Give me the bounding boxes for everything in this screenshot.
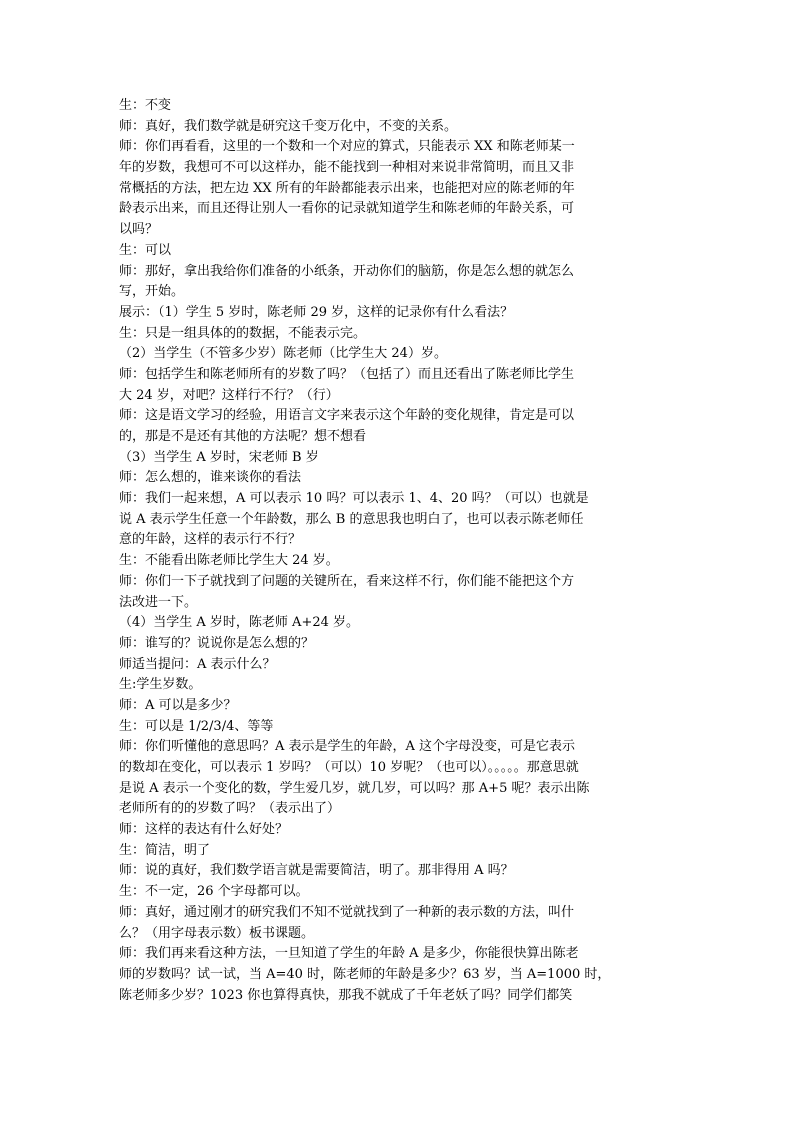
text-line: 生：可以 xyxy=(119,242,172,258)
text-line: 常概括的方法，把左边 XX 所有的年龄都能表示出来，也能把对应的陈老师的年 xyxy=(119,180,575,196)
text-line: 的数却在变化，可以表示 1 岁吗？（可以）10 岁呢？（也可以）。。。。。那意思就 xyxy=(119,760,579,775)
text-line: 的，那是不是还有其他的方法呢？想不想看 xyxy=(119,429,367,444)
text-line: 生:学生岁数。 xyxy=(119,677,202,693)
document-page xyxy=(119,96,681,1006)
text-line: 生：可以是 1/2/3/4、等等 xyxy=(119,718,274,734)
text-line: 师：这样的表达有什么好处？ xyxy=(119,822,289,838)
text-line: 大 24 岁，对吧？这样行不行？（行） xyxy=(119,387,339,403)
text-line: 师：你们听懂他的意思吗？A 表示是学生的年龄，A 这个字母没变，可是它表示 xyxy=(119,739,576,755)
text-line: 师：那好，拿出我给你们准备的小纸条，开动你们的脑筋，你是怎么想的就怎么 xyxy=(119,263,575,279)
text-line: 说 A 表示学生任意一个年龄数，那么 B 的意思我也明白了，也可以表示陈老师任 xyxy=(119,511,584,527)
text-line: 师：包括学生和陈老师所有的岁数了吗？（包括了）而且还看出了陈老师比学生 xyxy=(119,366,575,382)
text-line: （4）当学生 A 岁时，陈老师 A+24 岁。 xyxy=(119,615,360,631)
text-line: 师：我们再来看这种方法，一旦知道了学生的年龄 A 是多少，你能很快算出陈老 xyxy=(119,946,579,962)
text-line: 老师所有的的岁数了吗？（表示出了） xyxy=(119,801,341,817)
text-line: 展示：（1）学生 5 岁时，陈老师 29 岁，这样的记录你有什么看法？ xyxy=(119,304,514,320)
text-line: 师：真好，通过刚才的研究我们不知不觉就找到了一种新的表示数的方法，叫什 xyxy=(119,904,575,920)
text-line: 意的年龄，这样的表示行不行？ xyxy=(119,532,302,548)
text-line: 以吗？ xyxy=(119,222,159,238)
text-line: 师：A 可以是多少？ xyxy=(119,697,237,713)
text-line: 生：只是一组具体的的数据，不能表示完。 xyxy=(119,325,367,341)
text-line: 法改进一下。 xyxy=(119,594,198,610)
text-line: 生：不变 xyxy=(119,98,172,113)
text-line: 师：这是语文学习的经验，用语言文字来表示这个年龄的变化规律，肯定是可以 xyxy=(119,408,575,424)
text-line: 师：说的真好，我们数学语言就是需要简洁，明了。那非得用 A 吗？ xyxy=(119,863,514,879)
text-line: 师：怎么想的，谁来谈你的看法 xyxy=(119,470,302,486)
text-line: 陈老师多少岁？1023 你也算得真快，那我不就成了千年老妖了吗？同学们都笑 xyxy=(119,987,573,1003)
text-line: 么？（用字母表示数）板书课题。 xyxy=(119,925,315,941)
text-line: （3）当学生 A 岁时，宋老师 B 岁 xyxy=(119,449,319,465)
text-line: 师：你们一下子就找到了问题的关键所在，看来这样不行，你们能不能把这个方 xyxy=(119,573,575,589)
text-line: 师的岁数吗？试一试，当 A=40 时，陈老师的年龄是多少？63 岁，当 A=1000 时， xyxy=(119,966,611,982)
text-line: 生：不能看出陈老师比学生大 24 岁。 xyxy=(119,553,339,569)
text-line: 师适当提问：A 表示什么？ xyxy=(119,656,276,672)
text-line: 年的岁数，我想可不可以这样办，能不能找到一种相对来说非常简明，而且又非 xyxy=(119,160,575,176)
text-line: 龄表示出来，而且还得让别人一看你的记录就知道学生和陈老师的年龄关系，可 xyxy=(119,201,575,217)
text-line: 写，开始。 xyxy=(119,284,185,300)
text-line: 师：你们再看看，这里的一个数和一个对应的算式，只能表示 XX 和陈老师某一 xyxy=(119,139,575,155)
text-line: 师：谁写的？说说你是怎么想的？ xyxy=(119,635,315,651)
text-line: 生：简洁，明了 xyxy=(119,842,211,858)
text-line: （2）当学生（不管多少岁）陈老师（比学生大 24）岁。 xyxy=(119,346,447,362)
text-line: 是说 A 表示一个变化的数，学生爱几岁，就几岁，可以吗？那 A+5 呢？表示出陈 xyxy=(119,780,590,796)
text-line: 师：真好，我们数学就是研究这千变万化中，不变的关系。 xyxy=(119,118,458,134)
text-line: 师：我们一起来想，A 可以表示 10 吗？可以表示 1、4、20 吗？（可以）也就是 xyxy=(119,491,589,507)
text-line: 生：不一定，26 个字母都可以。 xyxy=(119,884,309,900)
